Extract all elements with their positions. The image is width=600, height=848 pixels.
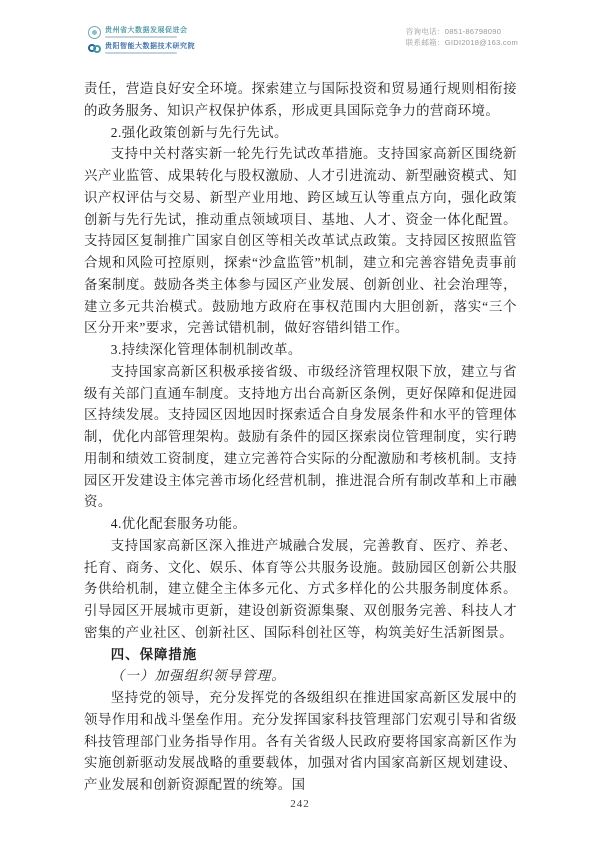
org1-english-tagline <box>105 36 177 38</box>
paragraph: 支持中关村落实新一轮先行先试改革措施。支持国家高新区围绕新兴产业监管、成果转化与股权激励、人才引进流动、新型融资模式、知识产权评估与交易、新型产业用地、跨区域互认等重点方向，强化政策创新与先行先试，推动重点领域项目、基地、人才、资金一体化配置。支持园区复制推广国家自创区等相关改革试点政策。支持园区按照监管合规和风险可控原则，探索“沙盒监管”机制，建立和完善容错免责事前备案制度。鼓励各类主体参与园区产业发展、创新创业、社会治理等，建立多元共治模式。鼓励地方政府在事权范围内大胆创新，落实“三个区分开来”要求，完善试错机制，做好容错纠错工作。 <box>84 146 517 336</box>
document-body <box>84 78 517 796</box>
organization-logos <box>88 26 195 55</box>
paragraph: 支持国家高新区积极承接省级、市级经济管理权限下放，建立与省级有关部门直通车制度。支持地方出台高新区条例，更好保障和促进园区持续发展。支持园区因地因时探索适合自身发展条件和水平的管理体制，优化内部管理架构。鼓励有条件的园区探索岗位管理制度，实行聘用制和绩效工资制度，建立完善符合实际的分配激励和考核机制。支持园区开发建设主体完善市场化经营机制，推进混合所有制改革和上市融资。 <box>84 363 517 510</box>
page-header <box>88 26 518 55</box>
numbered-heading-4: 4.优化配套服务功能。 <box>110 516 247 531</box>
org2-name: 贵阳智能大数据技术研究院 <box>105 42 195 50</box>
org1-name: 贵州省大数据发展促进会 <box>105 26 188 34</box>
page-number: 242 <box>290 798 310 810</box>
org2-logo-row <box>88 42 195 55</box>
interlocked-rings-icon <box>88 42 101 55</box>
org2-english-tagline <box>105 52 177 54</box>
section-heading: 四、保障措施 <box>110 646 198 662</box>
paragraph: 支持国家高新区深入推进产城融合发展，完善教育、医疗、养老、托育、商务、文化、娱乐、体育等公共服务设施。鼓励园区创新公共服务供给机制，建立健全主体多元化、方式多样化的公共服务制度体系。引导园区开展城市更新，建设创新资源集聚、双创服务完善、科技人才密集的产业社区、创新社区、国际科创社区等，构筑美好生活新图景。 <box>84 537 517 640</box>
numbered-heading-3: 3.持续深化管理体制机制改革。 <box>110 342 302 357</box>
org1-logo-row <box>88 26 195 39</box>
paragraph: 坚持党的领导，充分发挥党的各级组织在推进国家高新区发展中的领导作用和战斗堡垒作用。充分发挥国家科技管理部门宏观引导和省级科技管理部门业务指导作用。各有关省级人民政府要将国家高新区作为实施创新驱动发展战略的重要载体，加强对省内国家高新区规划建设、产业发展和创新资源配置的统筹。国 <box>84 690 517 792</box>
numbered-heading-2: 2.强化政策创新与先行先试。 <box>110 124 288 140</box>
sub-heading: （一）加强组织领导管理。 <box>110 668 286 684</box>
contact-email: 联系邮箱：GIDI2018@163.com <box>405 38 518 47</box>
contact-phone: 咨询电话：0851-86798090 <box>405 27 502 36</box>
paragraph: 责任，营造良好安全环境。探索建立与国际投资和贸易通行规则相衔接的政务服务、知识产权保护体系，形成更具国际竞争力的营商环境。 <box>84 81 517 118</box>
contact-info <box>406 26 518 48</box>
association-seal-icon <box>88 26 101 39</box>
